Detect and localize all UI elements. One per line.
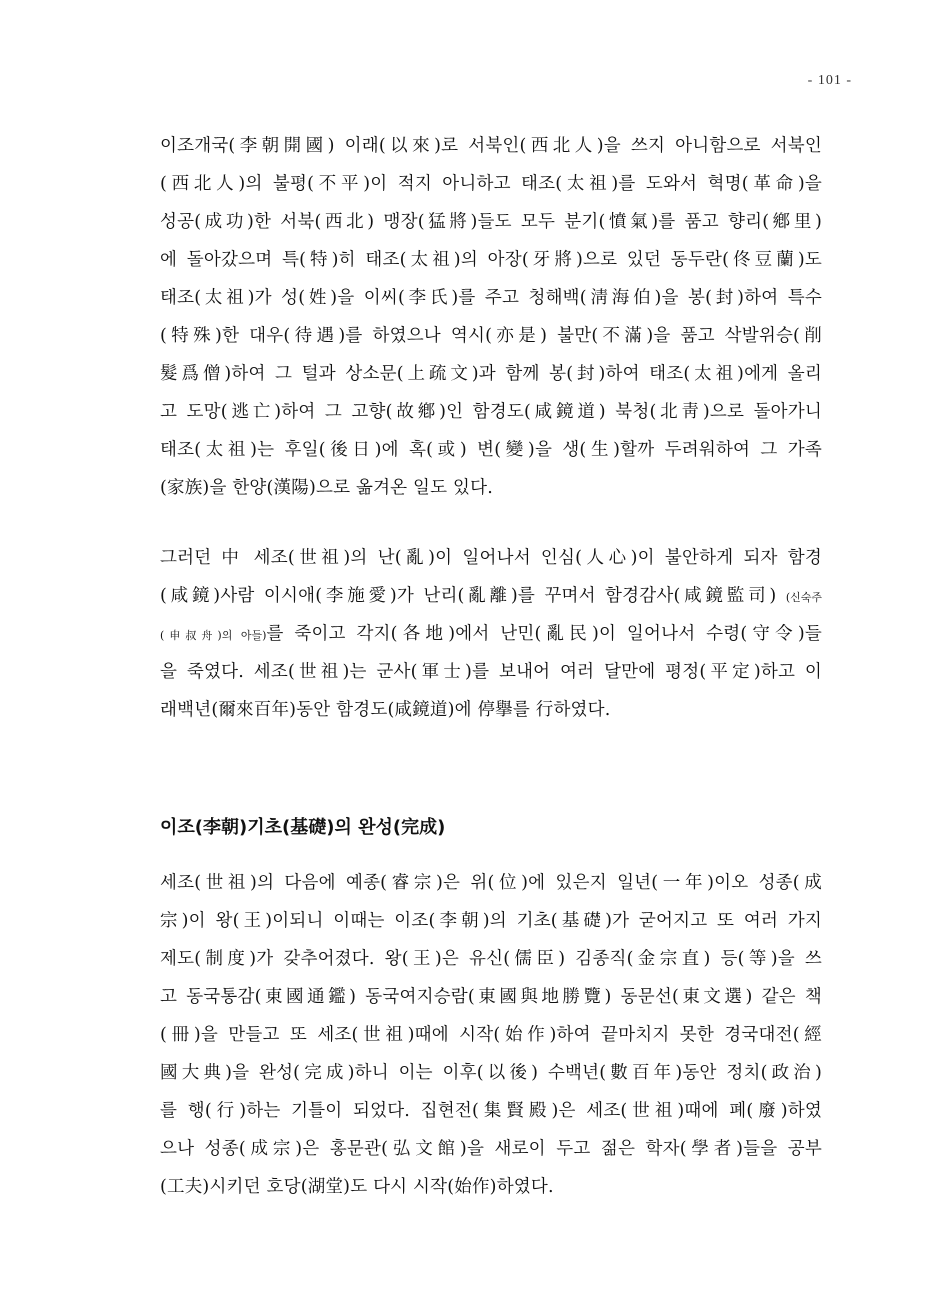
- paragraph-line: 세조(世祖)의 다음에 예종(睿宗)은 위(位)에 있은지 일년(一年)이오 성종(成: [160, 873, 822, 893]
- paragraph-line: 제도(制度)가 갖추어졌다. 왕(王)은 유신(儒臣) 김종직(金宗直) 등(等)을 쓰: [160, 949, 822, 969]
- paragraph-line: 태조(太祖)가 성(姓)을 이씨(李氏)를 주고 청해백(淸海伯)을 봉(封)하여 특수: [160, 288, 822, 308]
- inline-note: (신숙주: [785, 591, 822, 604]
- paragraph-founding-of-joseon: [160, 127, 822, 507]
- paragraph-line: 髮爲僧)하여 그 털과 상소문(上疏文)과 함께 봉(封)하여 태조(太祖)에게 올리: [160, 364, 822, 384]
- paragraph-completion-of-foundation: [160, 864, 822, 1206]
- paragraph-line-text: 를 죽이고 각지(各地)에서 난민(亂民)이 일어나서 수령(守令)들: [266, 624, 822, 644]
- paragraph-line: 에 돌아갔으며 특(特)히 태조(太祖)의 아장(牙將)으로 있던 동두란(佟豆蘭)도: [160, 250, 822, 270]
- section-heading: 이조(李朝)기초(基礎)의 완성(完成): [160, 817, 446, 838]
- paragraph-line: 그러던 中 세조(世祖)의 난(亂)이 일어나서 인심(人心)이 불안하게 되자 함경: [160, 548, 822, 568]
- paragraph-line: 고 동국통감(東國通鑑) 동국여지승람(東國與地勝覽) 동문선(東文選) 같은 책: [160, 987, 822, 1007]
- paragraph-line: (西北人)의 불평(不平)이 적지 아니하고 태조(太祖)를 도와서 혁명(革命)을: [160, 174, 822, 194]
- paragraph-line: (工夫)시키던 호당(湖堂)도 다시 시작(始作)하였다.: [160, 1177, 554, 1197]
- paragraph-line: 고 도망(逃亡)하여 그 고향(故鄕)인 함경도(咸鏡道) 북청(北靑)으로 돌아가니: [160, 402, 822, 422]
- paragraph-line: 를 행(行)하는 기틀이 되었다. 집현전(集賢殿)은 세조(世祖)때에 폐(廢)하였: [160, 1101, 822, 1121]
- paragraph-line: 성공(成功)한 서북(西北) 맹장(猛將)들도 모두 분기(憤氣)를 품고 향리(鄕里): [160, 212, 822, 232]
- inline-note: (申叔舟)의 아들): [160, 629, 267, 642]
- paragraph-line: [160, 615, 822, 653]
- paragraph-line: 태조(太祖)는 후일(後日)에 혹(或) 변(變)을 생(生)할까 두려워하여 그 가족: [160, 440, 822, 460]
- paragraph-line-text: (咸鏡)사람 이시애(李施愛)가 난리(亂離)를 꾸며서 함경감사(咸鏡監司): [160, 586, 777, 606]
- page-number: - 101 -: [807, 73, 852, 88]
- paragraph-line: (特殊)한 대우(待遇)를 하였으나 역시(亦是) 불만(不滿)을 품고 삭발위승(削: [160, 326, 822, 346]
- paragraph-line: (家族)을 한양(漢陽)으로 옮겨온 일도 있다.: [160, 478, 493, 498]
- paragraph-line: [160, 577, 822, 615]
- paragraph-line: (冊)을 만들고 또 세조(世祖)때에 시작(始作)하여 끝마치지 못한 경국대전(經: [160, 1025, 822, 1045]
- paragraph-line: 래백년(爾來百年)동안 함경도(咸鏡道)에 停擧를 行하였다.: [160, 700, 611, 720]
- paragraph-line: 이조개국(李朝開國) 이래(以來)로 서북인(西北人)을 쓰지 아니함으로 서북인: [160, 136, 822, 156]
- paragraph-line: 으나 성종(成宗)은 홍문관(弘文館)을 새로이 두고 젊은 학자(學者)들을 공부: [160, 1139, 822, 1159]
- paragraph-line: 宗)이 왕(王)이되니 이때는 이조(李朝)의 기초(基礎)가 굳어지고 또 여러 가지: [160, 911, 822, 931]
- paragraph-line: 을 죽였다. 세조(世祖)는 군사(軍士)를 보내어 여러 달만에 평정(平定)하고 이: [160, 662, 822, 682]
- paragraph-line: 國大典)을 완성(完成)하니 이는 이후(以後) 수백년(數百年)동안 정치(政治): [160, 1063, 822, 1083]
- paragraph-yi-si-ae-rebellion: [160, 539, 822, 729]
